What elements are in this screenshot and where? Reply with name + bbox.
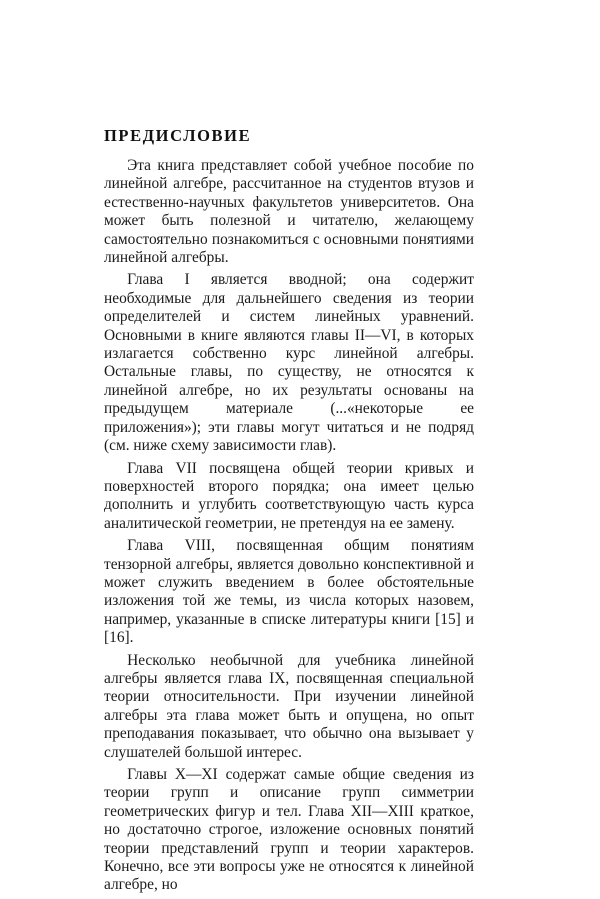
paragraph-2: Глава I является вводной; она содержит необходимые для дальнейшего сведения из теории определителей и систем линейных уравнений. Основными в книге являются главы II—VI, в которых излагается собственно курс линейной алгебры. Остальные главы, по существу, не относятся к линейной алгебре, но их результаты основаны на предыдущем материале (...«некоторые ее приложения»); эти главы могут читаться и не подряд (см. ниже схему зависимости глав). — [104, 271, 474, 455]
paragraph-5: Несколько необычной для учебника линейной алгебры является глава IX, посвященная специальной теории относительности. При изучении линейной алгебры эта глава может быть и опущена, но опыт преподавания показывает, что обычно она вызывает у слушателей большой интерес. — [104, 651, 474, 761]
paragraph-1: Эта книга представляет собой учебное пособие по линейной алгебре, рассчитанное на студентов втузов и естественно-научных факультетов университетов. Она может быть полезной и читателю, желающему самостоятельно познакомиться с основными понятиями линейной алгебры. — [104, 157, 474, 267]
preface-text-block — [104, 125, 474, 899]
preface-heading: ПРЕДИСЛОВИЕ — [104, 126, 252, 145]
paragraph-4: Глава VIII, посвященная общим понятиям тензорной алгебры, является довольно конспективной и может служить введением в более обстоятельные изложения той же темы, из числа которых назовем, например, указанные в списке литературы книги [15] и [16]. — [104, 537, 474, 647]
paragraph-3: Глава VII посвящена общей теории кривых и поверхностей второго порядка; она имеет целью дополнить и углубить соответствующую часть курса аналитической геометрии, не претендуя на ее замену. — [104, 459, 474, 532]
paragraph-6: Главы X—XI содержат самые общие сведения из теории групп и описание групп симметрии геометрических фигур и тел. Глава XII—XIII краткое, но достаточно строгое, изложение основных понятий теории представлений групп и теории характеров. Конечно, все эти вопросы уже не относятся к линейной алгебре, но — [104, 766, 474, 894]
